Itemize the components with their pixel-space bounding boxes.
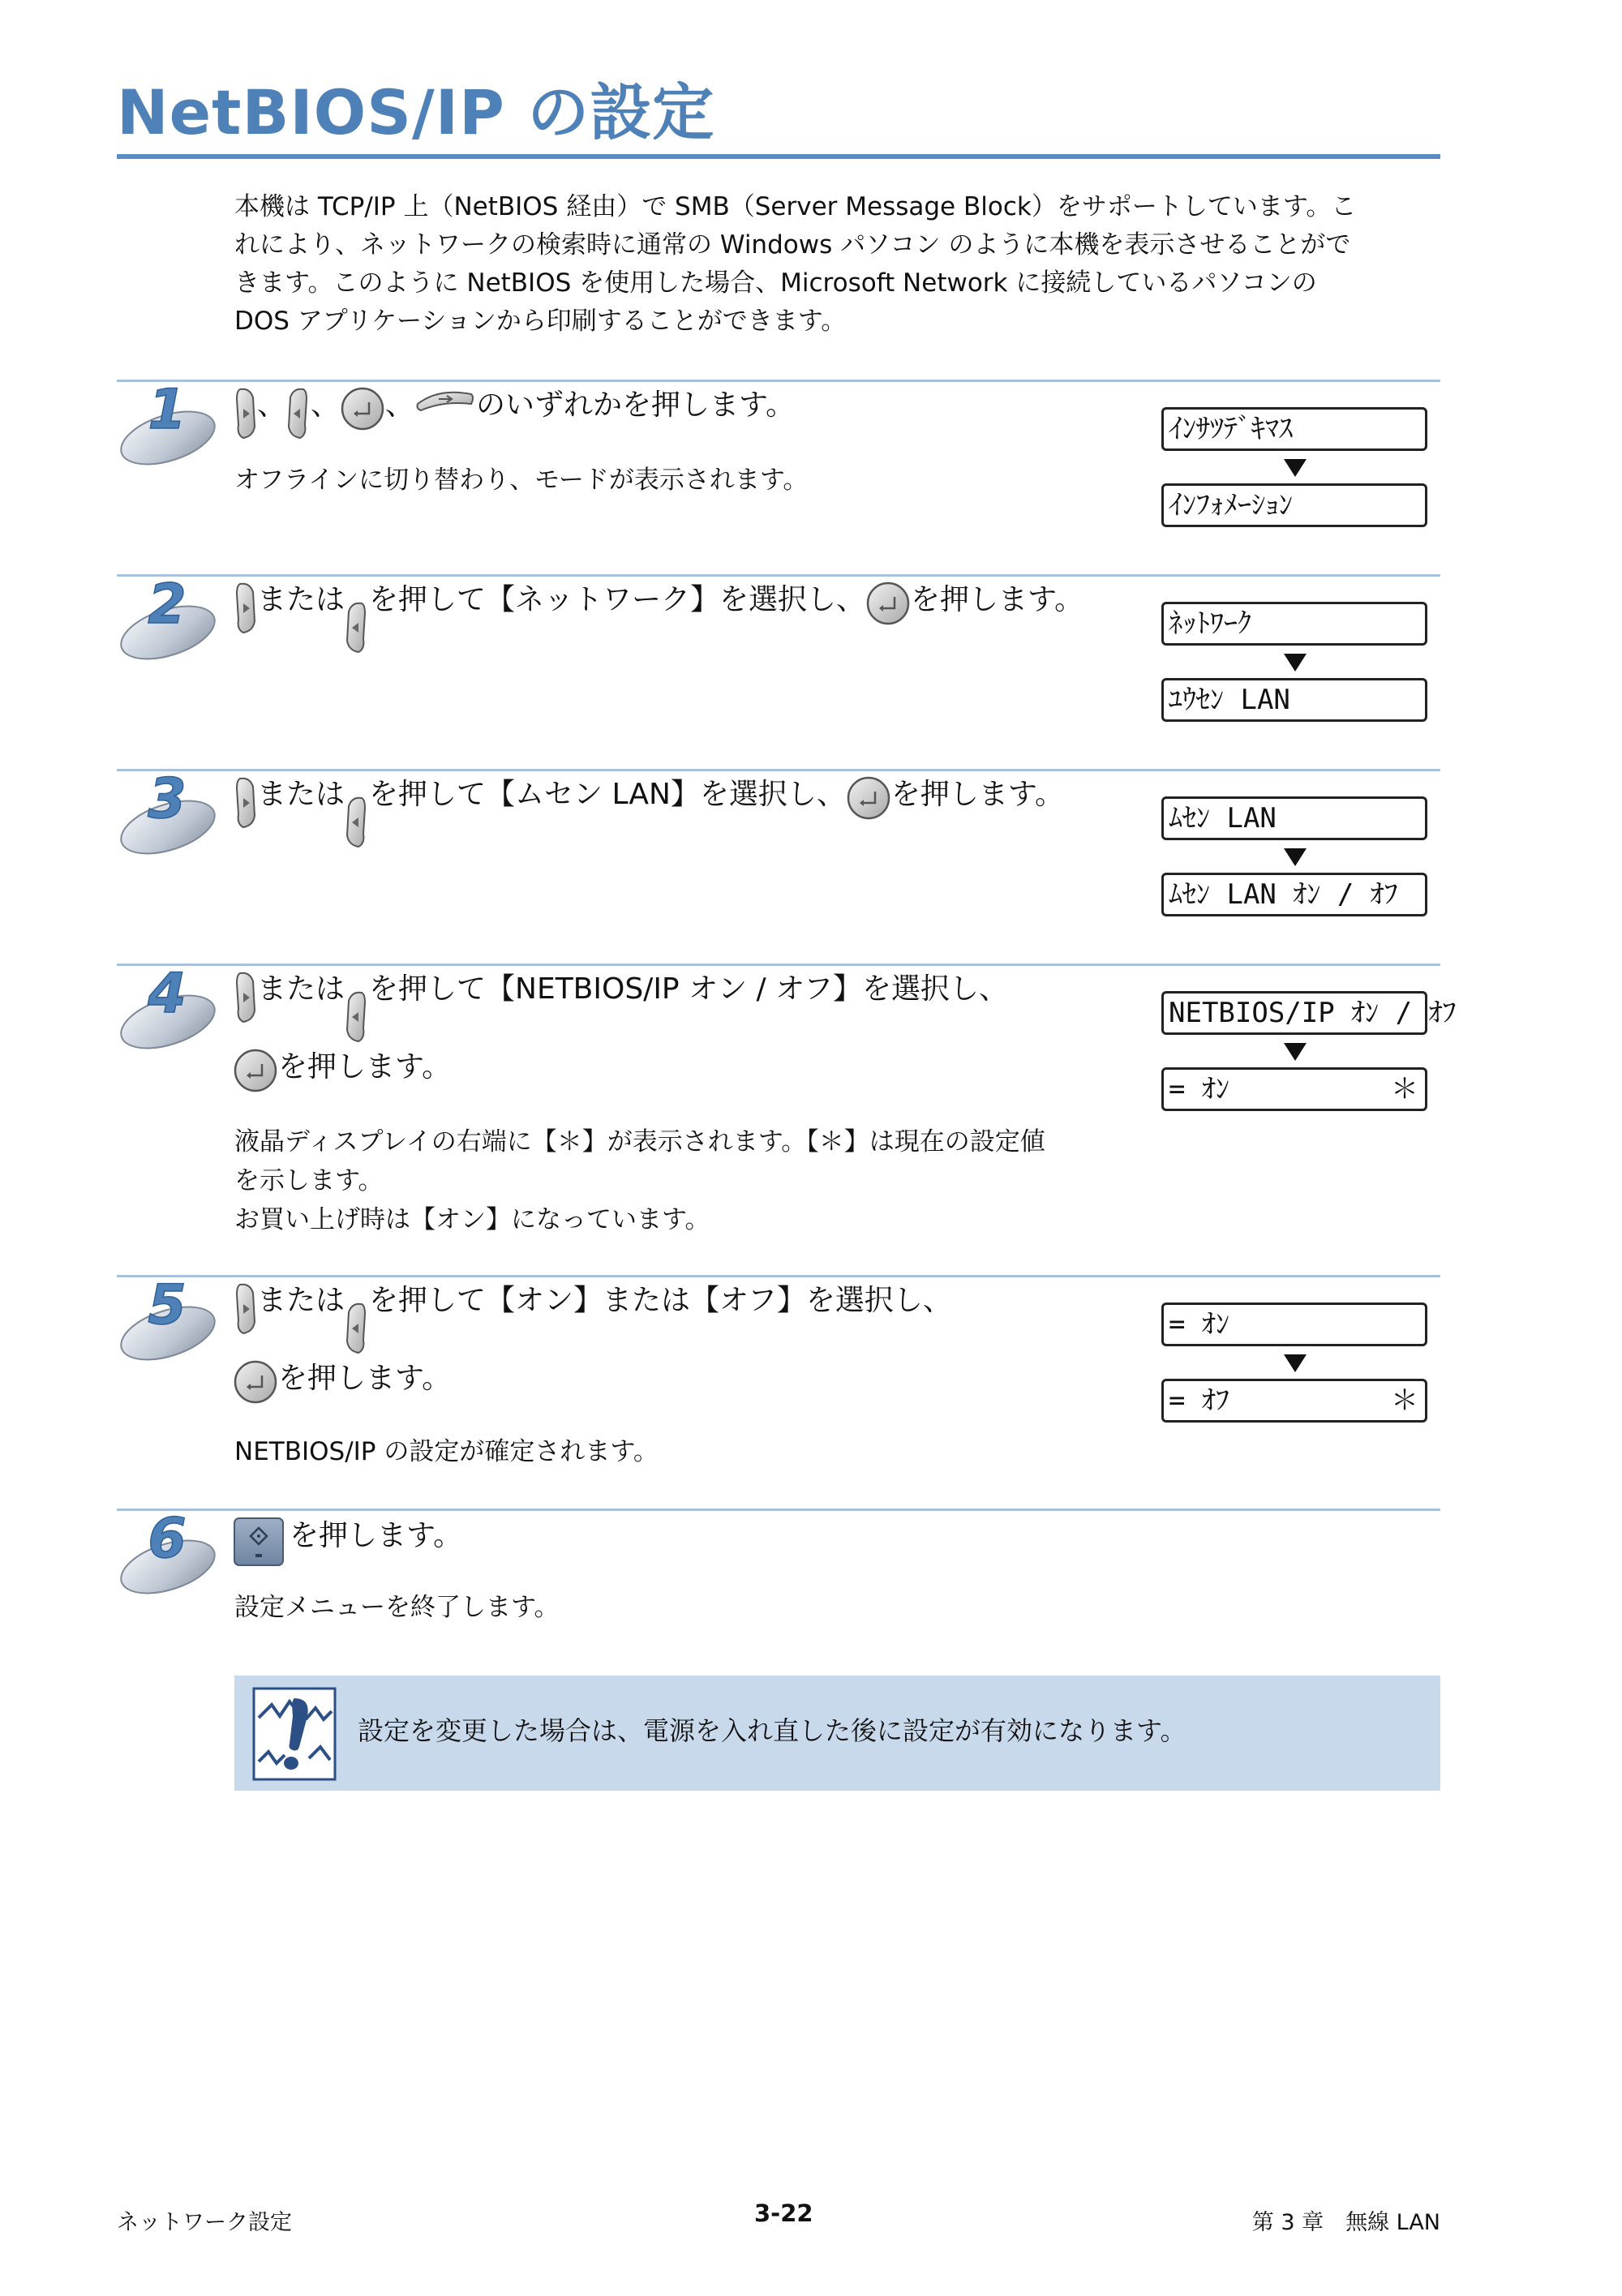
step-note: 設定メニューを終了します。 bbox=[234, 1593, 560, 1622]
step-text: を押して【オン】または【オフ】を選択し、 bbox=[369, 1284, 952, 1317]
step-text: または bbox=[257, 778, 345, 811]
set-key-icon bbox=[233, 1359, 278, 1405]
lcd-text: ﾈｯﾄﾜｰｸ bbox=[1169, 607, 1251, 640]
page-title: NetBIOS/IP の設定 bbox=[117, 76, 715, 148]
intro-line: 本機は TCP/IP 上（NetBIOS 経由）で SMB（Server Message Block）をサポートしています。こ bbox=[234, 192, 1357, 221]
step-text: または bbox=[257, 583, 345, 616]
set-key-icon bbox=[340, 386, 385, 431]
lcd-text: ｲﾝｻﾂﾃﾞｷﾏｽ bbox=[1169, 413, 1293, 445]
lcd-text: = ｵﾝ bbox=[1169, 1308, 1229, 1341]
lcd-current-marker: ＊ bbox=[1391, 1073, 1418, 1105]
intro-paragraph bbox=[234, 188, 1435, 341]
step-divider bbox=[117, 1275, 1440, 1277]
lcd-down-arrow-icon bbox=[1284, 459, 1307, 477]
lcd-display bbox=[1161, 873, 1427, 916]
step-4-press bbox=[233, 1048, 451, 1093]
separator: 、 bbox=[385, 388, 415, 422]
step-number-badge bbox=[117, 574, 219, 663]
step-text: を押して【ネットワーク】を選択し、 bbox=[369, 583, 866, 616]
step-1-instruction bbox=[233, 386, 795, 441]
svg-text:1: 1 bbox=[148, 378, 187, 442]
step-number-badge bbox=[117, 1275, 219, 1364]
up-arrow-key-icon bbox=[233, 1281, 257, 1337]
lcd-down-arrow-icon bbox=[1284, 1354, 1307, 1372]
up-arrow-key-icon bbox=[233, 386, 257, 441]
back-key-icon bbox=[414, 386, 476, 414]
lcd-current-marker: ＊ bbox=[1391, 1384, 1418, 1417]
note-line: 液晶ディスプレイの右端に【＊】が表示されます。【＊】は現在の設定値 bbox=[234, 1127, 1045, 1157]
step-number-badge bbox=[117, 1508, 219, 1598]
step-number-badge bbox=[117, 380, 219, 469]
down-arrow-key-icon bbox=[345, 775, 369, 850]
svg-text:2: 2 bbox=[148, 573, 187, 637]
lcd-text: ﾑｾﾝ LAN ｵﾝ / ｵﾌ bbox=[1169, 878, 1398, 911]
step-text: を押します。 bbox=[278, 1362, 452, 1395]
lcd-display bbox=[1161, 678, 1427, 722]
step-5-press bbox=[233, 1359, 451, 1405]
step-divider bbox=[117, 574, 1440, 577]
step-note: オフラインに切り替わり、モードが表示されます。 bbox=[234, 466, 809, 495]
lcd-display bbox=[1161, 1067, 1427, 1111]
step-text: のいずれかを押します。 bbox=[476, 388, 796, 422]
step-text: を押します。 bbox=[911, 583, 1084, 616]
footer-section-name: ネットワーク設定 bbox=[117, 2210, 292, 2235]
title-rule bbox=[117, 154, 1440, 159]
step-5-instruction bbox=[233, 1281, 952, 1356]
note-line: を示します。 bbox=[234, 1166, 384, 1195]
down-arrow-key-icon bbox=[345, 581, 369, 655]
lcd-text: ﾑｾﾝ LAN bbox=[1169, 802, 1277, 835]
step-text: または bbox=[257, 1284, 345, 1317]
step-number-badge bbox=[117, 769, 219, 858]
lcd-display bbox=[1161, 602, 1427, 646]
step-text: を押します。 bbox=[290, 1519, 463, 1552]
lcd-display bbox=[1161, 991, 1457, 1035]
caution-note-icon bbox=[252, 1687, 337, 1781]
lcd-text: NETBIOS/IP ｵﾝ / ｵﾌ bbox=[1169, 997, 1457, 1029]
down-arrow-key-icon bbox=[345, 970, 369, 1045]
svg-text:5: 5 bbox=[148, 1273, 187, 1337]
svg-text:6: 6 bbox=[148, 1507, 187, 1571]
lcd-display bbox=[1161, 483, 1427, 527]
lcd-text: = ｵﾌ bbox=[1169, 1384, 1229, 1417]
page-number: 3-22 bbox=[754, 2199, 813, 2227]
set-key-icon bbox=[233, 1048, 278, 1093]
lcd-display bbox=[1161, 796, 1427, 840]
step-divider bbox=[117, 769, 1440, 771]
step-3-instruction bbox=[233, 775, 1064, 850]
up-arrow-key-icon bbox=[233, 970, 257, 1025]
step-text: または bbox=[257, 972, 345, 1006]
lcd-text: ｲﾝﾌｫﾒｰｼｮﾝ bbox=[1169, 489, 1293, 521]
set-key-icon bbox=[846, 775, 891, 821]
go-key-icon bbox=[233, 1517, 285, 1567]
lcd-text: ﾕｳｾﾝ LAN bbox=[1169, 684, 1290, 716]
up-arrow-key-icon bbox=[233, 775, 257, 830]
lcd-display bbox=[1161, 1379, 1427, 1423]
step-text: を押します。 bbox=[278, 1050, 452, 1084]
lcd-down-arrow-icon bbox=[1284, 1043, 1307, 1061]
lcd-display bbox=[1161, 1302, 1427, 1346]
separator: 、 bbox=[311, 388, 341, 422]
footer-chapter: 第 3 章 無線 LAN bbox=[1251, 2210, 1440, 2235]
tip-box bbox=[234, 1676, 1440, 1791]
step-text: を押します。 bbox=[890, 778, 1065, 811]
svg-text:4: 4 bbox=[148, 962, 187, 1026]
lcd-down-arrow-icon bbox=[1284, 654, 1307, 672]
svg-text:3: 3 bbox=[148, 767, 187, 831]
step-note bbox=[234, 1122, 1045, 1239]
lcd-down-arrow-icon bbox=[1284, 848, 1307, 866]
step-text: を押して【NETBIOS/IP オン / オフ】を選択し、 bbox=[369, 972, 1009, 1006]
intro-line: DOS アプリケーションから印刷することができます。 bbox=[234, 307, 847, 336]
step-4-instruction bbox=[233, 970, 1008, 1045]
tip-text: 設定を変更した場合は、電源を入れ直した後に設定が有効になります。 bbox=[358, 1715, 1186, 1746]
step-divider bbox=[117, 1508, 1440, 1511]
separator: 、 bbox=[257, 388, 287, 422]
step-number-badge bbox=[117, 963, 219, 1053]
step-divider bbox=[117, 380, 1440, 382]
down-arrow-key-icon bbox=[345, 1281, 369, 1356]
step-6-instruction bbox=[233, 1517, 462, 1567]
down-arrow-key-icon bbox=[286, 386, 311, 441]
step-text: を押して【ムセン LAN】を選択し、 bbox=[369, 778, 846, 811]
lcd-text: = ｵﾝ bbox=[1169, 1073, 1229, 1105]
step-note: NETBIOS/IP の設定が確定されます。 bbox=[234, 1437, 659, 1466]
note-line: お買い上げ時は【オン】になっています。 bbox=[234, 1205, 710, 1234]
step-divider bbox=[117, 963, 1440, 966]
up-arrow-key-icon bbox=[233, 581, 257, 636]
set-key-icon bbox=[865, 581, 911, 626]
step-2-instruction bbox=[233, 581, 1083, 655]
intro-line: きます。このように NetBIOS を使用した場合、Microsoft Network に接続しているパソコンの bbox=[234, 268, 1317, 298]
lcd-display bbox=[1161, 407, 1427, 451]
intro-line: れにより、ネットワークの検索時に通常の Windows パソコン のように本機を表示させることがで bbox=[234, 230, 1351, 260]
